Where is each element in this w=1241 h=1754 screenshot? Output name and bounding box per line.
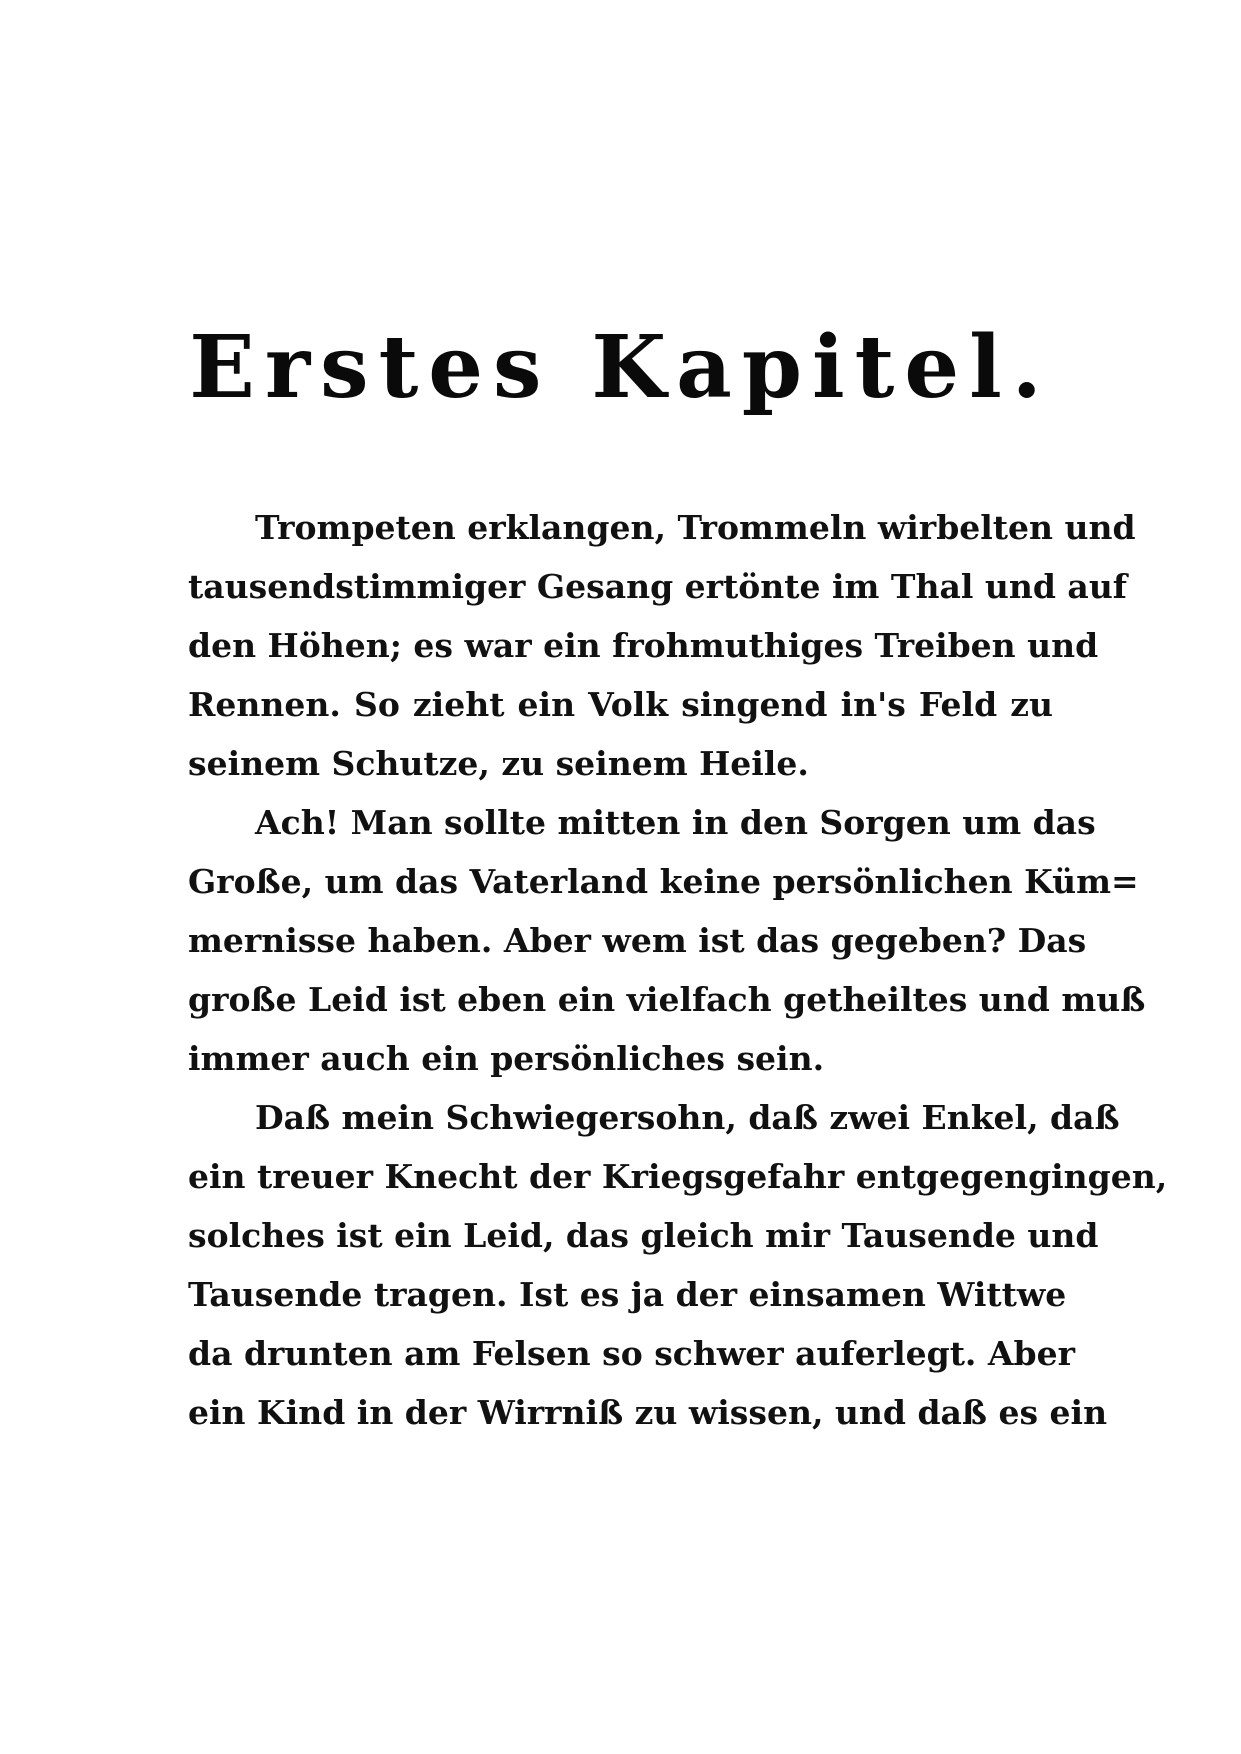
body-text [188, 498, 1168, 1442]
text-line: immer auch ein persönliches sein. [188, 1039, 825, 1078]
text-line: Große, um das Vaterland keine persönlichen Küm= [188, 862, 1139, 901]
text-line: solches ist ein Leid, das gleich mir Tausende und [188, 1216, 1099, 1255]
text-line: große Leid ist eben ein vielfach getheiltes und muß [188, 980, 1146, 1019]
text-line: Rennen. So zieht ein Volk singend in's Feld zu [188, 685, 1053, 724]
text-line: da drunten am Felsen so schwer auferlegt. Aber [188, 1334, 1075, 1373]
text-line: Daß mein Schwiegersohn, daß zwei Enkel, daß [255, 1098, 1120, 1137]
text-line: ein Kind in der Wirrniß zu wissen, und daß es ein [188, 1393, 1108, 1432]
text-line: ein treuer Knecht der Kriegsgefahr entgegengingen, [188, 1157, 1168, 1196]
text-line: mernisse haben. Aber wem ist das gegeben? Das [188, 921, 1087, 960]
chapter-title: Erstes Kapitel. [189, 317, 1052, 418]
text-line: Ach! Man sollte mitten in den Sorgen um das [255, 803, 1096, 842]
text-line: Trompeten erklangen, Trommeln wirbelten und [255, 508, 1136, 547]
text-line: seinem Schutze, zu seinem Heile. [188, 744, 809, 783]
text-line: tausendstimmiger Gesang ertönte im Thal und auf [188, 567, 1128, 606]
text-line: Tausende tragen. Ist es ja der einsamen Wittwe [188, 1275, 1067, 1314]
text-line: den Höhen; es war ein frohmuthiges Treiben und [188, 626, 1099, 665]
